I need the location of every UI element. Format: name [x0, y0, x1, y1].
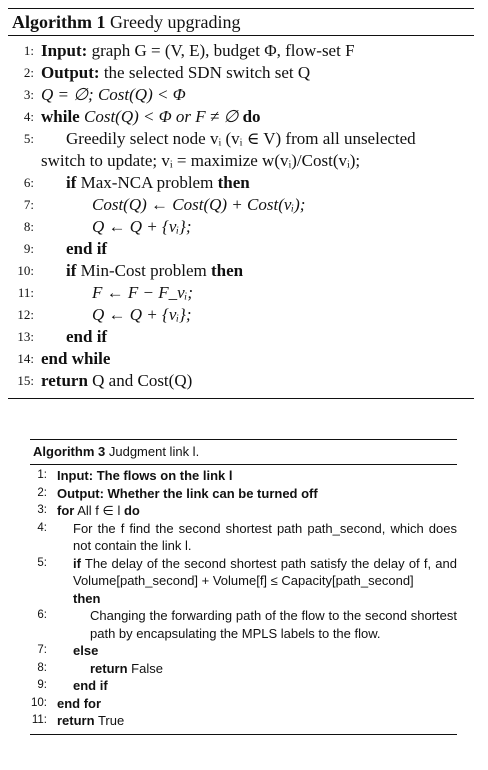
algo-line — [8, 260, 474, 282]
line-number: 8: — [23, 219, 34, 234]
keyword: end if — [66, 327, 108, 346]
line-number: 10: — [17, 263, 34, 278]
algo-line — [30, 695, 457, 713]
line-number: 7: — [23, 197, 34, 212]
line-number: 9: — [37, 679, 47, 691]
algorithm-label: Algorithm 3 — [33, 444, 106, 459]
algorithm-name: Greedy upgrading — [110, 12, 241, 32]
keyword: if — [66, 173, 77, 192]
line-number: 13: — [17, 329, 34, 344]
line-number: 11: — [17, 285, 34, 300]
line-text: Max-NCA problem — [76, 173, 218, 192]
keyword: Input: — [41, 41, 88, 60]
algo-line — [8, 128, 474, 150]
algo-line — [8, 106, 474, 128]
bottom-rule — [30, 734, 457, 735]
keyword: return — [57, 713, 95, 728]
keyword: do — [242, 107, 261, 126]
keyword: do — [123, 503, 140, 518]
line-text: Changing the forwarding path of the flow to the second shortest path by encapsulating the MPLS labels to the flow. — [90, 608, 457, 641]
algo-line — [30, 467, 457, 485]
line-number: 11: — [31, 714, 47, 726]
algo-line — [30, 502, 457, 520]
line-number: 6: — [37, 609, 47, 621]
keyword: for — [57, 503, 75, 518]
algo-line — [8, 238, 474, 260]
line-text: Q and Cost(Q) — [87, 371, 193, 390]
line-text: Cost(Q) < Φ or F ≠ ∅ — [79, 107, 243, 126]
algo-line — [30, 712, 457, 730]
keyword: then — [210, 261, 244, 280]
keyword: then — [73, 590, 101, 606]
line-number: 5: — [23, 131, 34, 146]
keyword: if — [73, 555, 81, 571]
line-text: Q ← Q + {vᵢ}; — [92, 305, 192, 324]
line-text: Q = ∅; Cost(Q) < Φ — [41, 85, 186, 104]
algo-line — [8, 348, 474, 370]
keyword: Output: Whether the link can be turned off — [57, 485, 318, 501]
algo-line — [30, 590, 457, 608]
line-number: 14: — [17, 351, 34, 366]
line-text: All f ∈ l — [74, 503, 124, 518]
algo-line — [8, 40, 474, 62]
line-text: False — [127, 660, 163, 676]
line-number: 3: — [37, 504, 47, 516]
line-text: Q ← Q + {vᵢ}; — [92, 217, 192, 236]
algo-line — [8, 370, 474, 392]
keyword: Input: The flows on the link l — [57, 468, 233, 483]
line-number: 1: — [37, 469, 47, 481]
keyword: Output: — [41, 63, 100, 82]
line-number: 8: — [37, 661, 47, 674]
line-number: 1: — [23, 43, 34, 58]
algorithm-name: Judgment link l. — [108, 444, 200, 459]
algo-line — [8, 84, 474, 106]
algorithm-1-box — [8, 8, 474, 399]
line-text: True — [94, 713, 125, 728]
line-number: 5: — [37, 556, 47, 569]
algorithm-1-title — [8, 9, 474, 35]
line-text: graph G = (V, E), budget Φ, flow-set F — [87, 41, 355, 60]
keyword: while — [41, 107, 80, 126]
algorithm-label: Algorithm 1 — [12, 12, 106, 32]
line-number: 12: — [17, 307, 34, 322]
algo-line — [8, 150, 474, 172]
algo-line — [30, 660, 457, 678]
algo-line — [30, 607, 457, 642]
line-text: switch to update; vᵢ = maximize w(vᵢ)/Cost(vᵢ); — [41, 151, 361, 170]
algo-line — [8, 282, 474, 304]
algo-line — [8, 216, 474, 238]
line-number: 2: — [23, 65, 34, 80]
line-text: F ← F − F_vᵢ; — [92, 283, 194, 302]
line-number: 3: — [23, 87, 34, 102]
line-number: 10: — [31, 696, 47, 709]
keyword: return — [90, 660, 128, 676]
algo-line — [30, 555, 457, 590]
bottom-rule — [8, 398, 474, 399]
keyword: else — [73, 643, 99, 658]
algo-line — [8, 172, 474, 194]
line-text: For the f find the second shortest path path_second, which does not contain the link l. — [73, 520, 457, 553]
line-number: 4: — [37, 521, 47, 534]
algo-line — [30, 520, 457, 555]
algo-line — [30, 485, 457, 503]
line-number: 9: — [23, 241, 34, 256]
line-number: 2: — [37, 486, 47, 499]
keyword: end if — [73, 678, 108, 693]
algo-line — [8, 62, 474, 84]
algorithm-3-title — [30, 440, 457, 464]
line-text: Cost(Q) ← Cost(Q) + Cost(vᵢ); — [92, 195, 306, 214]
algo-line — [8, 326, 474, 348]
keyword: return — [41, 371, 88, 390]
algo-line — [8, 304, 474, 326]
algorithm-1-body — [8, 36, 474, 398]
line-text: the selected SDN switch set Q — [99, 63, 311, 82]
algo-line — [30, 642, 457, 660]
line-text: Greedily select node vᵢ (vᵢ ∈ V) from all unselected — [66, 129, 416, 148]
keyword: then — [217, 173, 250, 192]
line-number: 15: — [17, 373, 34, 388]
keyword: end if — [66, 239, 108, 258]
keyword: end for — [57, 695, 102, 711]
algorithm-3-box — [30, 439, 457, 735]
line-text: The delay of the second shortest path satisfy the delay of f, and Volume[path_second] + Volume[f] ≤ Capacity[path_second] — [73, 555, 457, 588]
keyword: if — [66, 261, 77, 280]
line-number: 7: — [37, 644, 47, 656]
algo-line — [30, 677, 457, 695]
line-number: 6: — [23, 175, 34, 190]
algorithm-3-body — [30, 465, 457, 734]
keyword: end while — [41, 349, 111, 368]
line-text: Min-Cost problem — [76, 261, 211, 280]
algo-line — [8, 194, 474, 216]
line-number: 4: — [23, 109, 34, 124]
